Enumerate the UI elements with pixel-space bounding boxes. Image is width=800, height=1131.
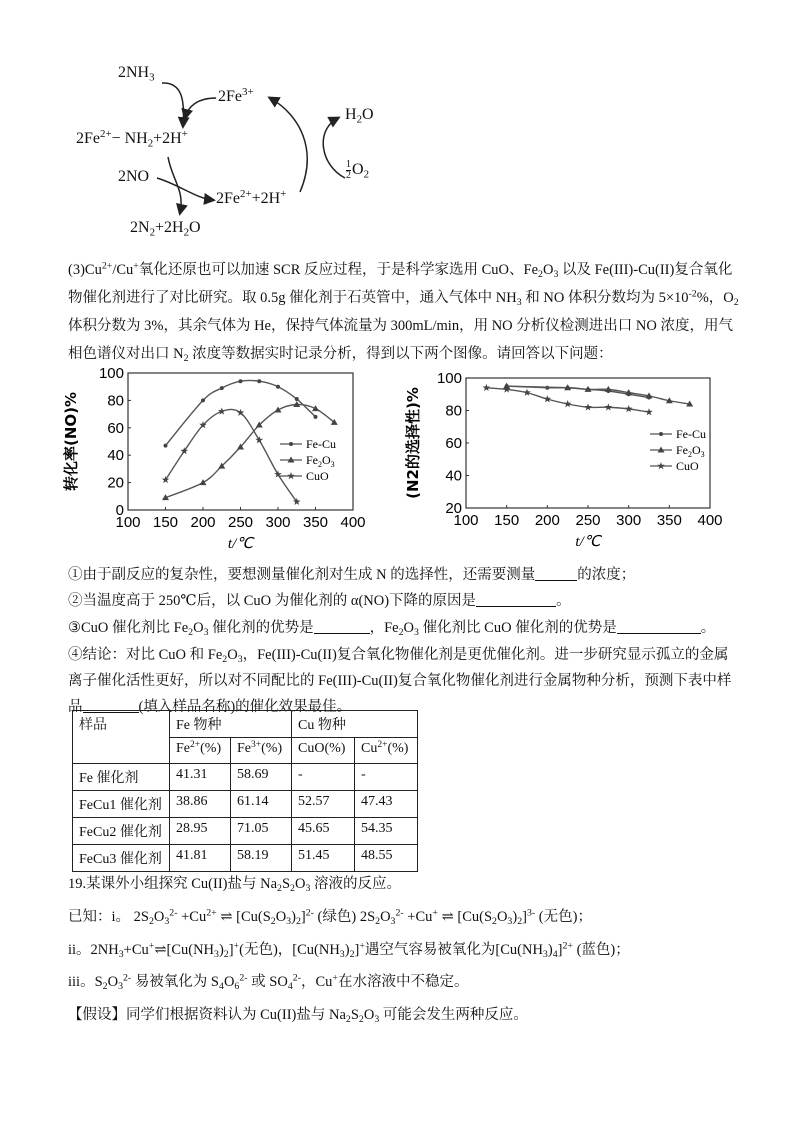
label-half-o2: $\frac{1}{2}$ $O_2$	[346, 159, 369, 181]
intro-line-1: $(3)Cu^{2+}/Cu^+$氧化还原也可以加速 SCR 反应过程，于是科学家选用 CuO、$Fe_2O_3$ 以及 Fe(III)-Cu(II)复合氧化	[68, 260, 733, 280]
sample-name-cell: FeCu3 催化剂	[73, 845, 170, 872]
sample-name-cell: FeCu1 催化剂	[73, 791, 170, 818]
header-fe2: $Fe^{2+}(\%)$	[170, 738, 231, 764]
y-tick-label: 40	[445, 467, 462, 485]
table-body	[73, 764, 418, 872]
value-cell: -	[355, 764, 418, 791]
data-point-dot	[289, 442, 293, 446]
legend-label: CuO	[306, 469, 329, 483]
chart-no-conversion	[60, 360, 390, 560]
answer-blank	[535, 566, 577, 582]
metal-species-table	[72, 710, 418, 872]
x-tick-label: 350	[302, 514, 329, 531]
answer-blank	[617, 619, 701, 635]
sample-name-cell: Fe 催化剂	[73, 764, 170, 791]
data-point-dot	[201, 398, 205, 402]
question-1: ①由于副反应的复杂性，要想测量催化剂对生成 N 的选择性，还需要测量 的浓度；	[68, 567, 636, 583]
intro-line-4: 相色谱仪对出口 $N_2$ 浓度等数据实时记录分析，得到以下两个图像。请回答以下问题：	[68, 346, 613, 364]
value-cell: 47.43	[355, 791, 418, 818]
x-tick-label: 400	[697, 512, 723, 529]
value-cell: 58.69	[231, 764, 292, 791]
answer-blank	[476, 592, 556, 608]
label-2no: 2NO	[118, 168, 150, 185]
legend-label: CuO	[676, 459, 699, 473]
y-tick-label: 100	[436, 370, 462, 387]
x-tick-label: 200	[190, 514, 216, 531]
value-cell: 38.86	[170, 791, 231, 818]
series-line	[166, 409, 297, 501]
x-tick-label: 300	[265, 514, 291, 531]
y-tick-label: 80	[107, 392, 124, 410]
data-point-star	[657, 462, 665, 469]
header-sample: 样品	[73, 711, 170, 764]
header-fe-species: Fe 物种	[170, 711, 292, 738]
arrow-o2-to-h2o	[323, 118, 345, 178]
data-point-dot	[239, 379, 243, 383]
q19-hypothesis: 【假设】同学们根据资料认为 Cu(II)盐与 $Na_2S_2O_3$ 可能会发生两种反应。	[68, 1007, 528, 1025]
fraction-half: $\frac{1}{2}$	[346, 159, 351, 181]
label-h2o: $H_2O$	[345, 106, 374, 126]
x-tick-label: 100	[453, 512, 479, 529]
data-point-dot	[659, 432, 663, 436]
plot-frame	[466, 378, 710, 508]
legend-label: $Fe_2O_3$	[676, 443, 705, 459]
x-tick-label: 200	[534, 512, 560, 529]
q19-known-iii: iii。$S_2O_3^{2-}$ 易被氧化为 $S_4O_6^{2-}$ 或 $SO_4^{2-}$，Cu+在水溶液中不稳定。	[68, 972, 469, 992]
table-row	[73, 845, 418, 872]
question-4-line-3: 品 (填入样品名称)的催化效果最佳。	[68, 699, 352, 715]
y-tick-label: 40	[107, 447, 124, 465]
legend-label: Fe-Cu	[306, 437, 336, 451]
header-fe3: $Fe^{3+}(\%)$	[231, 738, 292, 764]
data-point-star	[625, 405, 633, 412]
arrow-nh3	[162, 83, 184, 126]
y-tick-label: 60	[107, 419, 124, 437]
y-tick-label: 0	[115, 502, 124, 519]
x-axis-label: t/℃	[575, 534, 601, 550]
legend-label: $Fe_2O_3$	[306, 453, 335, 469]
header-cuo: CuO(%)	[292, 738, 355, 764]
q19-known-i: 已知：i。 $2S_2O_3^{2-} +Cu^{2+}$ ⇌ $[Cu(S_2O_3)_2]^{2-}$ (绿色) $2S_2O_3^{2-} +Cu^+$ ⇌ $[Cu(S_2O_3)_2]^{3-}$ (无色)；	[68, 907, 592, 927]
value-cell: 41.81	[170, 845, 231, 872]
x-tick-label: 150	[494, 512, 520, 529]
arrow-fe2-to-fe3	[270, 98, 307, 192]
chart-n2-selectivity	[400, 360, 730, 560]
data-point-dot	[314, 415, 318, 419]
data-point-star	[218, 407, 226, 414]
x-tick-label: 250	[227, 514, 254, 531]
y-tick-label: 80	[445, 402, 462, 420]
x-tick-label: 300	[616, 512, 642, 529]
intro-line-2: 物催化剂进行了对比研究。取 0.5g 催化剂于石英管中，通入气体中 $NH_3$ 和 NO 体积分数均为 $5\times 10^{-2}\%$，$O_2$	[68, 288, 739, 308]
question-4-line-1: ④结论：对比 CuO 和 $Fe_2O_3$，Fe(III)-Cu(II)复合氧化物催化剂是更优催化剂。进一步研究显示孤立的金属	[68, 647, 729, 665]
value-cell: 41.31	[170, 764, 231, 791]
label-fe2-h: $2Fe^{2+}+2H^+$	[216, 188, 287, 207]
value-cell: 52.57	[292, 791, 355, 818]
value-cell: 45.65	[292, 818, 355, 845]
data-point-dot	[220, 386, 224, 390]
x-tick-label: 350	[656, 512, 682, 529]
value-cell: 58.19	[231, 845, 292, 872]
question-2: ②当温度高于 250℃后，以 CuO 为催化剂的 α(NO)下降的原因是 。	[68, 593, 571, 609]
data-point-star	[255, 436, 263, 443]
header-cu2: $Cu^{2+}(\%)$	[355, 738, 418, 764]
y-tick-label: 100	[98, 365, 124, 382]
table-row	[73, 818, 418, 845]
y-axis-label: (N2的选择性)%	[404, 387, 422, 499]
value-cell: 54.35	[355, 818, 418, 845]
value-cell: 28.95	[170, 818, 231, 845]
x-tick-label: 250	[575, 512, 601, 529]
table-row	[73, 791, 418, 818]
y-tick-label: 60	[445, 435, 462, 452]
data-point-dot	[164, 444, 168, 448]
arrow-fe3	[185, 98, 216, 118]
question-4-line-2: 离子催化活性更好，所以对不同配比的 Fe(III)-Cu(II)复合氧化物催化剂进行金属物种分析，预测下表中样	[68, 673, 732, 689]
header-cu-species: Cu 物种	[292, 711, 418, 738]
x-axis-label: t/℃	[227, 536, 254, 552]
label-2fe3: $2Fe^{3+}$	[218, 86, 254, 105]
x-tick-label: 100	[115, 514, 141, 531]
y-axis-label: 转化率(NO)%	[62, 391, 80, 492]
data-point-dot	[257, 379, 261, 383]
data-point-dot	[295, 397, 299, 401]
y-tick-label: 20	[107, 474, 124, 492]
data-point-triangle	[200, 479, 207, 485]
q19-title: 19.某课外小组探究 Cu(II)盐与 $Na_2S_2O_3$ 溶液的反应。	[68, 876, 401, 894]
arrow-no	[157, 178, 213, 200]
table-row	[73, 764, 418, 791]
y-tick-label: 20	[445, 500, 462, 517]
data-point-star	[287, 472, 295, 479]
q19-known-ii: ii。$2NH_3+Cu^+\rightleftharpoons[Cu(NH_3)_2]^+$(无色)，$[Cu(NH_3)_2]^+$遇空气容易被氧化为$[Cu(NH_3)_4]^{2+}$ (蓝色)；	[68, 940, 630, 960]
value-cell: -	[292, 764, 355, 791]
legend-label: Fe-Cu	[676, 427, 706, 441]
value-cell: 48.55	[355, 845, 418, 872]
label-n2-h2o: $2N_2+2H_2O$	[130, 219, 201, 239]
value-cell: 51.45	[292, 845, 355, 872]
x-tick-label: 150	[152, 514, 179, 531]
series-line	[166, 404, 335, 497]
answer-blank	[314, 619, 370, 635]
value-cell: 61.14	[231, 791, 292, 818]
value-cell: 71.05	[231, 818, 292, 845]
sample-name-cell: FeCu2 催化剂	[73, 818, 170, 845]
intro-line-3: 体积分数为 3%，其余气体为 He，保持气体流量为 300mL/min，用 NO 分析仪检测进出口 NO 浓度，用气	[68, 318, 733, 334]
label-fe2-nh2: $2Fe^{2+}- NH_2+2H^+$	[76, 128, 188, 150]
data-point-star	[564, 400, 572, 407]
x-tick-label: 400	[340, 514, 366, 531]
label-2nh3: $2NH_3$	[118, 64, 155, 84]
question-3: ③CuO 催化剂比 $Fe_2O_3$ 催化剂的优势是 ，$Fe_2O_3$ 催化剂比 CuO 催化剂的优势是 。	[68, 620, 716, 638]
data-point-dot	[276, 385, 280, 389]
